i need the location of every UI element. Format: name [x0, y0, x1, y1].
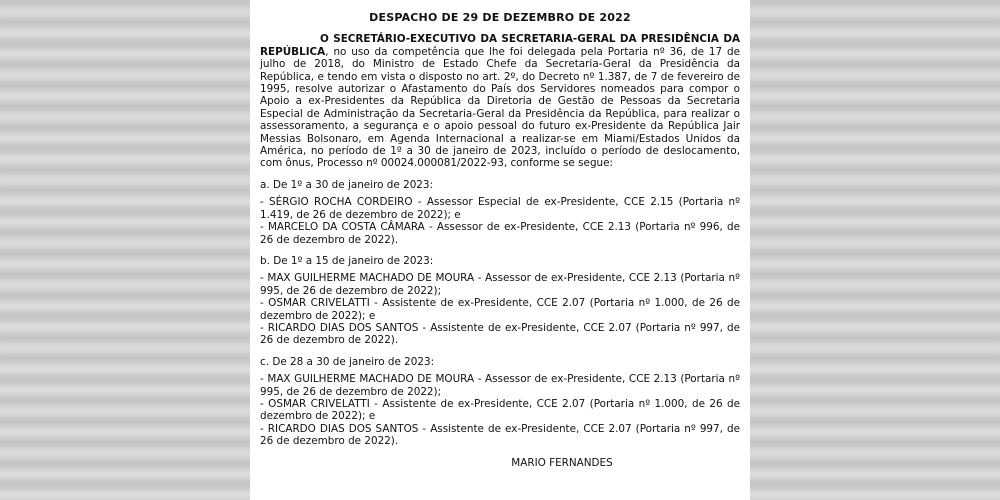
- list-item: - SÉRGIO ROCHA CORDEIRO - Assessor Especial de ex-Presidente, CCE 2.15 (Portaria nº 1.419, de 26 de dezembro de 2022); e: [260, 196, 740, 221]
- list-item: - RICARDO DIAS DOS SANTOS - Assistente de ex-Presidente, CCE 2.07 (Portaria nº 997, de 26 de dezembro de 2022).: [260, 321, 740, 347]
- list-item: - MARCELO DA COSTA CÂMARA - Assessor de ex-Presidente, CCE 2.13 (Portaria nº 996, de 26 de dezembro de 2022).: [260, 221, 740, 246]
- list-item: - RICARDO DIAS DOS SANTOS - Assistente de ex-Presidente, CCE 2.07 (Portaria nº 997, de 26 de dezembro de 2022).: [260, 422, 740, 448]
- section-a: [260, 179, 740, 246]
- intro-paragraph: [260, 33, 740, 169]
- document-page: [250, 0, 750, 500]
- list-item: - MAX GUILHERME MACHADO DE MOURA - Assessor de ex-Presidente, CCE 2.13 (Portaria nº 995, de 26 de dezembro de 2022);: [260, 373, 740, 398]
- list-item: - OSMAR CRIVELATTI - Assistente de ex-Presidente, CCE 2.07 (Portaria nº 1.000, de 26 de dezembro de 2022); e: [260, 397, 740, 423]
- section-heading: c. De 28 a 30 de janeiro de 2023:: [260, 355, 435, 368]
- blurred-background-left: [0, 0, 250, 500]
- section-c: [260, 356, 740, 448]
- signature-name: MARIO FERNANDES: [511, 456, 613, 469]
- document-title: DESPACHO DE 29 DE DEZEMBRO DE 2022: [369, 11, 631, 24]
- list-item: - OSMAR CRIVELATTI - Assistente de ex-Presidente, CCE 2.07 (Portaria nº 1.000, de 26 de dezembro de 2022); e: [260, 297, 740, 322]
- section-heading: a. De 1º a 30 de janeiro de 2023:: [260, 178, 434, 191]
- list-item: - MAX GUILHERME MACHADO DE MOURA - Assessor de ex-Presidente, CCE 2.13 (Portaria nº 995, de 26 de dezembro de 2022);: [260, 272, 740, 297]
- intro-authority: O SECRETÁRIO-EXECUTIVO DA SECRETARIA-GERAL DA PRESIDÊNCIA DA REPÚBLICA: [260, 33, 740, 58]
- section-b: [260, 255, 740, 347]
- document-body: [260, 12, 740, 469]
- blurred-background-right: [750, 0, 1000, 500]
- section-heading: b. De 1º a 15 de janeiro de 2023:: [260, 254, 434, 267]
- intro-text: , no uso da competência que lhe foi delegada pela Portaria nº 36, de 17 de julho de 2018, do Ministro de Estado Chefe da Secretaria-Geral da Presidência da República, e tendo em vista o disposto no art. 2º, do Decreto nº 1.387, de 7 de fevereiro de 1995, resolve autorizar o Afastamento do País dos Servidores nomeados para compor o Apoio a ex-Presidentes da República da Diretoria de Gestão de Pessoas da Secretaria Especial de Administração da Secretaria-Geral da Presidência da República, para realizar o assessoramento, a segurança e o apoio pessoal do futuro ex-Presidente da República Jair Messias Bolsonaro, em Agenda Internacional a realizar-se em Miami/Estados Unidos da América, no período de 1º a 30 de janeiro de 2023, incluído o período de deslocamento, com ônus, Processo nº 00024.000081/2022-93, conforme se segue:: [260, 45, 740, 170]
